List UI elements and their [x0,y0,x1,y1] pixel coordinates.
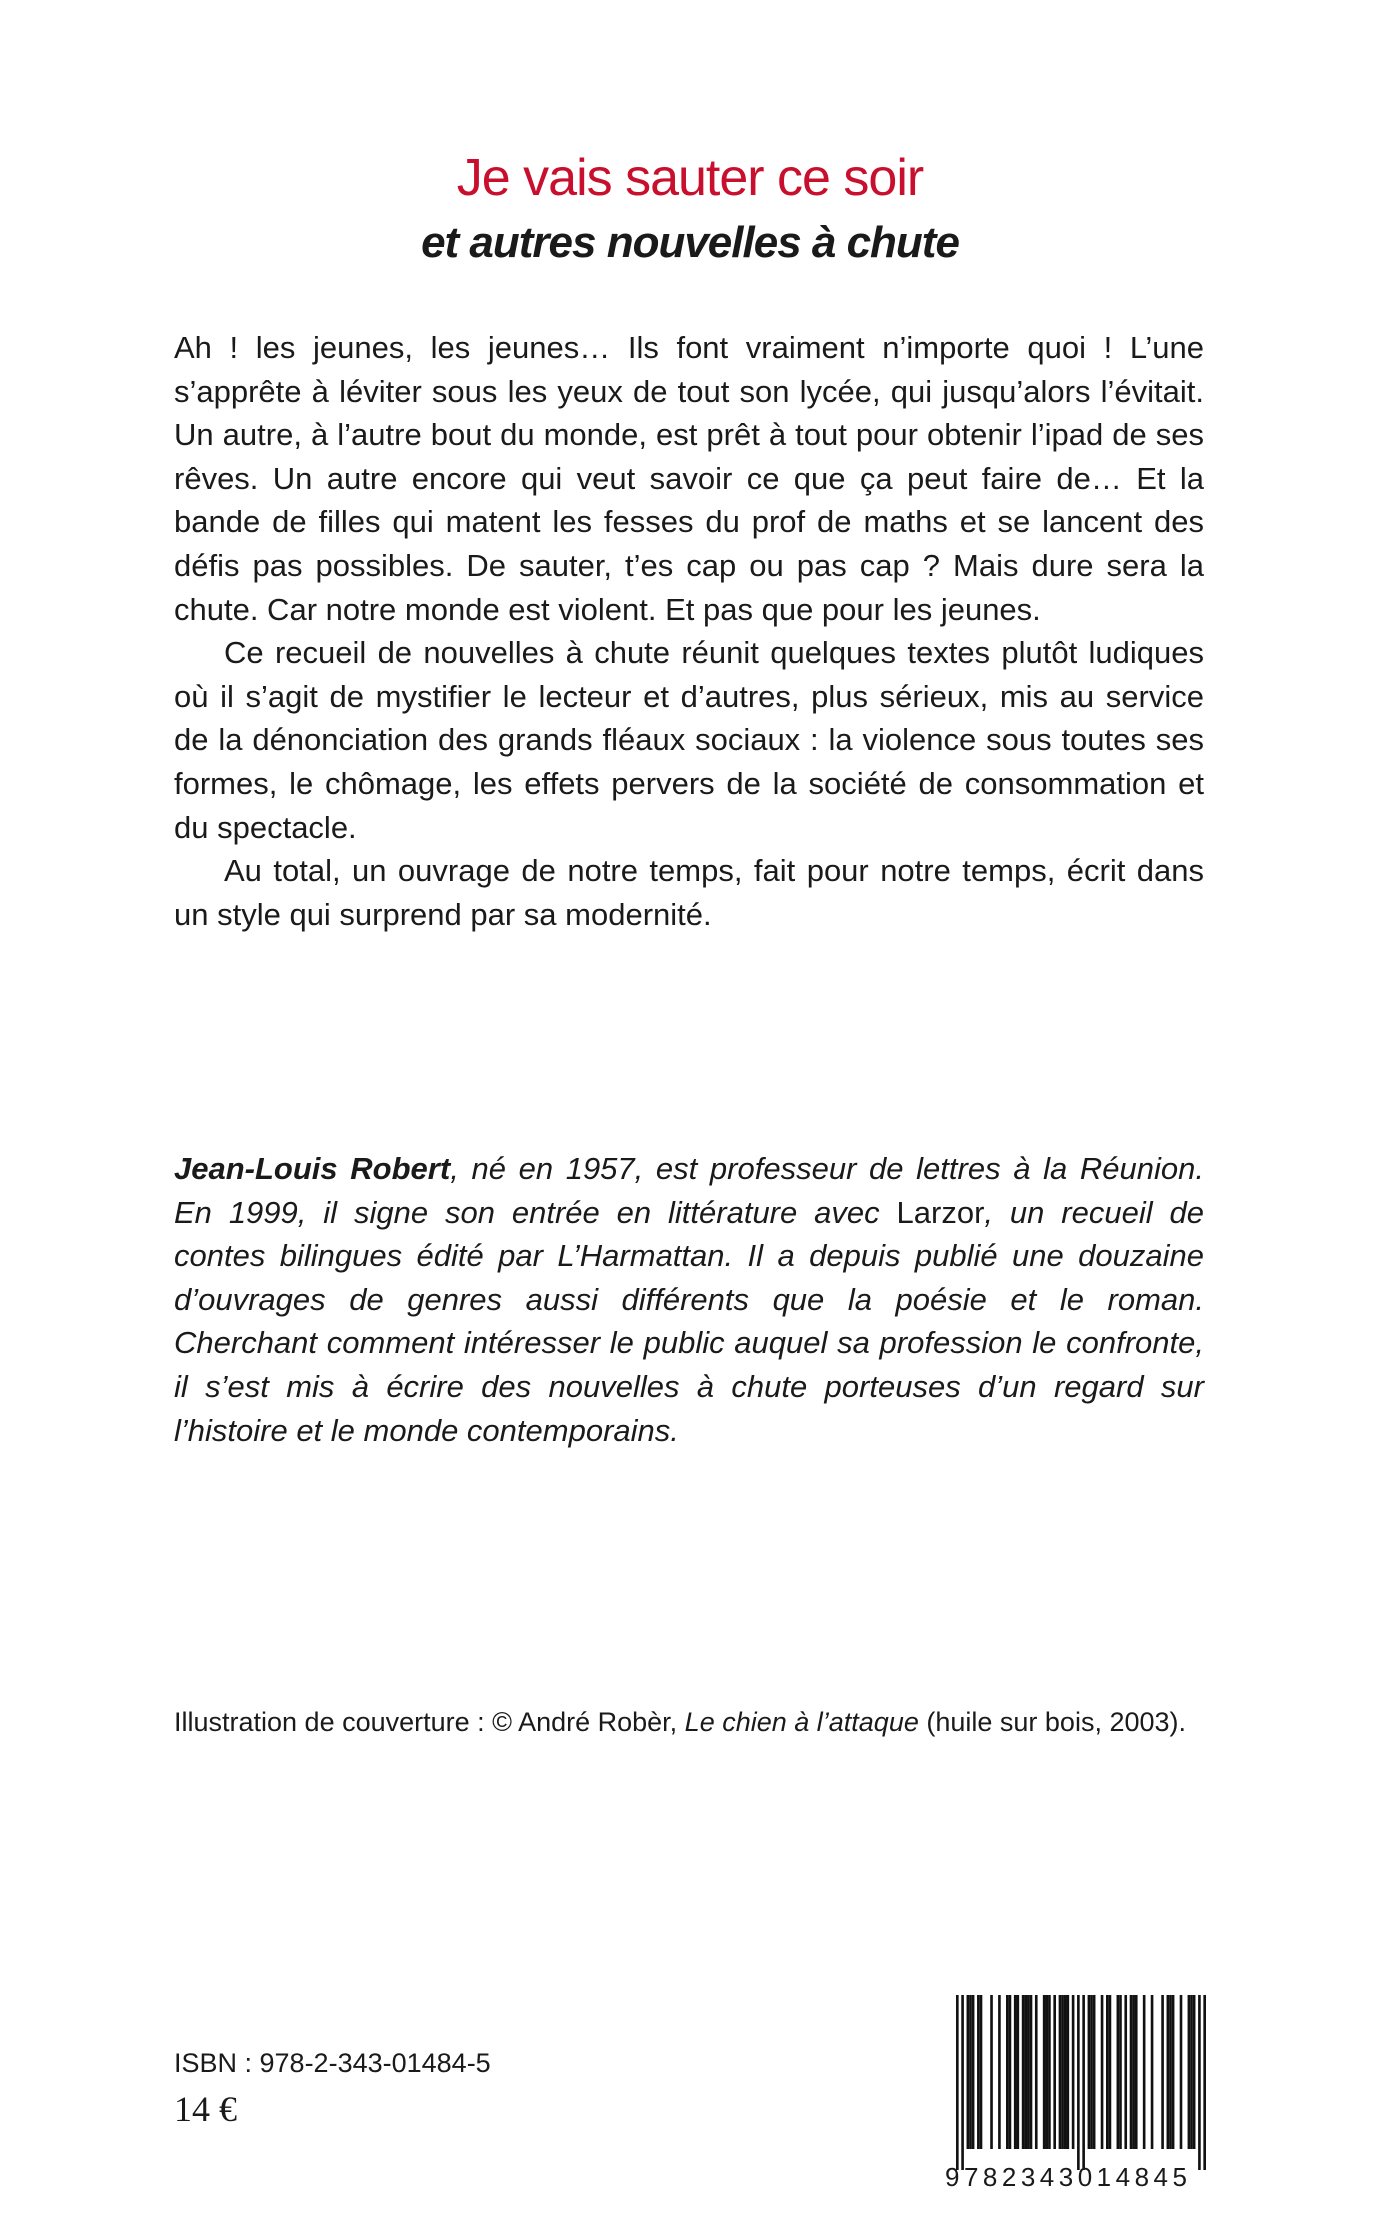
barcode-bar [1030,1995,1033,2149]
barcode-bar [1203,1995,1206,2170]
book-title: Je vais sauter ce soir [456,149,924,207]
barcode-bar [1093,1995,1096,2149]
barcode-bar [1119,1995,1122,2149]
barcode-bar [1117,1995,1120,2149]
barcode-bar [1130,1995,1133,2149]
barcode-bar [1053,1995,1056,2149]
author-bio [174,1147,1204,1452]
barcode-bar [1059,1995,1062,2149]
barcode-bar [1135,1995,1138,2149]
barcode-bar [1088,1995,1091,2149]
barcode-bar [1061,1995,1064,2149]
barcode-bar [1072,1995,1075,2149]
barcode-bar [1035,1995,1038,2149]
barcode-bar [1188,1995,1191,2149]
barcode-bar [956,1995,959,2170]
bio-text: , né en 1957, est professeur de lettres à la Réunion. En 1999, il signe son entrée en littérature avec [174,1151,1204,1230]
book-reference: Larzor [896,1194,985,1230]
barcode-bar [1124,1995,1127,2149]
barcode-bar [1067,1995,1070,2149]
barcode-bar [1190,1995,1193,2149]
barcode-bar [1077,1995,1080,2170]
barcode-bar [1167,1995,1170,2149]
barcode-bar [1161,1995,1164,2149]
barcode-bar [1172,1995,1175,2149]
illustration-credit [174,1703,1204,1741]
barcode-bar [1143,1995,1146,2149]
author-name: Jean-Louis Robert [174,1151,451,1186]
barcode-bar [1064,1995,1067,2149]
credit-text: (huile sur bois, 2003). [918,1707,1186,1737]
barcode-bar [1024,1995,1027,2149]
barcode-bar [1101,1995,1104,2149]
blurb-paragraph: Au total, un ouvrage de notre temps, fait pour notre temps, écrit dans un style qui surprend par sa modernité. [174,853,1204,932]
barcode-bar [998,1995,1001,2149]
barcode-bar [1027,1995,1030,2149]
credit-work: Le chien à l’attaque [684,1707,919,1737]
barcode-bar [1014,1995,1017,2149]
book-subtitle: et autres nouvelles à chute [421,218,959,267]
barcode-bar [1017,1995,1020,2149]
barcode-bar [1193,1995,1196,2149]
blurb-paragraph: Ah ! les jeunes, les jeunes… Ils font vraiment n’importe quoi ! L’une s’apprête à léviter sous les yeux de tout son lycée, qui jusqu’alors l’évitait. Un autre, à l’autre bout du monde, est prêt à tout pour obtenir l’ipad de ses rêves. Un autre encore qui veut savoir ce que ça peut faire de… Et la bande de filles qui matent les fesses du prof de maths et se lancent des défis pas possibles. De sauter, t’es cap ou pas cap ? Mais dure sera la chute. Car notre monde est violent. Et pas que pour les jeunes. [174,330,1204,627]
barcode-bar [1048,1995,1051,2149]
barcode-bar [969,1995,972,2149]
barcode-bar [990,1995,993,2149]
barcode-bar [1132,1995,1135,2149]
barcode-bar [967,1995,970,2149]
barcode-bar [977,1995,980,2149]
barcode-bar [1090,1995,1093,2149]
blurb-paragraph: Ce recueil de nouvelles à chute réunit quelques textes plutôt ludiques où il s’agit de mystifier le lecteur et d’autres, plus sérieux, mis au service de la dénonciation des grands fléaux sociaux : la violence sous toutes ses formes, le chômage, les effets pervers de la société de consommation et du spectacle. [174,635,1204,845]
barcode [956,1995,1206,2170]
barcode-digits: 9782343014845 [945,2162,1192,2192]
barcode-bar [1043,1995,1046,2149]
barcode-bar [980,1995,983,2149]
bio-text: , un recueil de contes bilingues édité par L’Harmattan. Il a depuis publié une douzaine d’ouvrages de genres aussi différents que la poésie et le roman. Cherchant comment intéresser le public auquel sa profession le confronte, il s’est mis à écrire des nouvelles à chute porteuses d’un regard sur l’histoire et le monde contemporains. [174,1194,1204,1448]
blurb [174,326,1204,936]
barcode-bar [1169,1995,1172,2149]
barcode-bar [961,1995,964,2170]
barcode-bar [1045,1995,1048,2149]
price: 14 € [174,2089,237,2129]
barcode-bar [1109,1995,1112,2149]
isbn: ISBN : 978-2-343-01484-5 [174,2048,491,2078]
barcode-bar [1006,1995,1009,2149]
barcode-bar [1198,1995,1201,2170]
barcode-bar [1022,1995,1025,2149]
barcode-bar [972,1995,975,2149]
barcode-bar [1180,1995,1183,2149]
barcode-bar [1151,1995,1154,2149]
barcode-bar [1009,1995,1012,2149]
barcode-bar [1082,1995,1085,2170]
credit-text: Illustration de couverture : © André Robèr, [174,1707,685,1737]
barcode-bar [1106,1995,1109,2149]
